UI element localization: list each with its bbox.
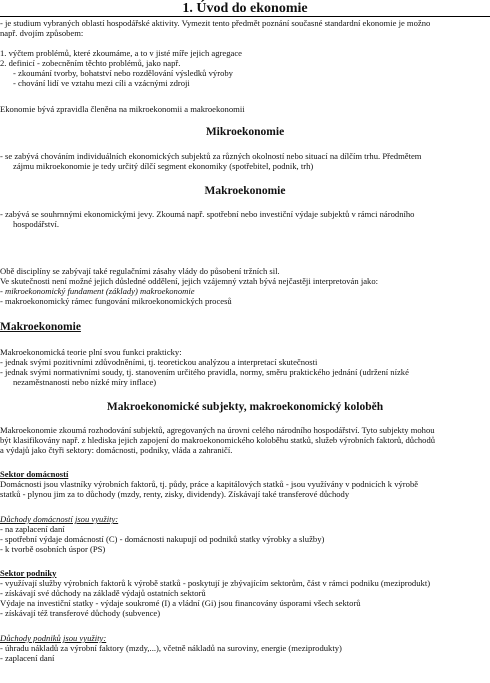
domacnosti-item-3: - k tvorbě osobních úspor (PS) — [0, 544, 106, 554]
podniky-line-4: - získávají též transferové důchody (subvence) — [0, 608, 161, 618]
both-line-1: Obě disciplíny se zabývají také regulačními zásahy vlády do působení tržních sil. — [0, 266, 280, 276]
podniky-line-3: Výdaje na investiční statky - výdaje soukromé (I) a vládní (Gi) jsou financovány úsporami všech sektorů — [0, 598, 361, 608]
page-title: 1. Úvod do ekonomie — [182, 1, 308, 16]
both-line-4: - makroekonomický rámec fungování mikroekonomických procesů — [0, 296, 232, 306]
podniky-item-2: - zaplacení daní — [0, 653, 55, 663]
both-line-3: - mikroekonomický fundament (základy) makroekonomie — [0, 286, 195, 296]
intro-item-1: 1. výčtem problémů, které zkoumáme, a to v jisté míře jejich agregace — [0, 48, 242, 58]
intro-sub-1: - zkoumání tvorby, bohatství nebo rozdělování výsledků výroby — [13, 68, 233, 78]
makro2-line-4: nezaměstnanosti nebo nízké míry inflace) — [13, 377, 157, 387]
heading-makroekonomie: Makroekonomie — [204, 185, 286, 197]
makro2-line-2: - jednak svými pozitivními zdůvodněními, tj. teoretickou analýzou a interpretací skutečnosti — [0, 357, 318, 367]
title-rule — [0, 16, 490, 17]
domacnosti-item-1: - na zaplacení daní — [0, 524, 65, 534]
podniky-line-1: - využívají služby výrobních faktorů k výrobě statků - poskytují je zbývajícím sektorům, část v rámci podniku (meziprodukt) — [0, 578, 431, 588]
subjekty-line-3: a výdajů jako čtyři sektory: domácnosti, podniky, vláda a zahraničí. — [0, 445, 233, 455]
heading-makroekonomie-left: Makroekonomie — [0, 321, 81, 333]
mikro-line-1: - se zabývá chováním individuálních ekonomických subjektů za různých okolností nebo situací na dílčím trhu. Předmětem — [0, 151, 422, 161]
intro-item-2: 2. definicí - zobecněním těchto problémů, jako např. — [0, 58, 181, 68]
heading-mikroekonomie: Mikroekonomie — [205, 126, 285, 138]
intro-split: Ekonomie bývá zpravidla členěna na mikroekonomii a makroekonomii — [0, 104, 245, 114]
makro2-line-1: Makroekonomická teorie plní svou funkci prakticky: — [0, 347, 182, 357]
intro-sub-2: - chování lidí ve vztahu mezi cíli a vzácnými zdroji — [13, 78, 190, 88]
both-line-2: Ve skutečnosti není možné jejich důsledné oddělení, jejich vzájemný vztah bývá nejčastěji interpretován jako: — [0, 276, 378, 286]
heading-subjekty: Makroekonomické subjekty, makroekonomický koloběh — [106, 401, 384, 413]
podniky-item-1: - úhradu nákladů za výrobní faktory (mzdy,...), včetně nákladů na suroviny, energie (meziprodukty) — [0, 643, 342, 653]
heading-sektor-domacnosti: Sektor domácností — [0, 469, 69, 479]
domacnosti-item-2: - spotřební výdaje domácností (C) - domácnosti nakupují od podniků statky výrobky a služby) — [0, 534, 325, 544]
podniky-line-2: - získávají své důchody na základě výdajů ostatních sektorů — [0, 588, 206, 598]
makro-line-2: hospodářství. — [13, 219, 60, 229]
domacnosti-sub: Důchody domácností jsou využity: — [0, 514, 119, 524]
subjekty-line-1: Makroekonomie zkoumá rozhodování subjektů, agregovaných na úrovni celého národního hospodářství. Tyto subjekty mohou — [0, 425, 435, 435]
makro-line-1: - zabývá se souhrnnými ekonomickými jevy. Zkoumá např. spotřební nebo investiční výdaje subjektů v rámci národního — [0, 209, 415, 219]
intro-line-2: např. dvojím způsobem: — [0, 28, 84, 38]
mikro-line-2: zájmu mikroekonomie je tedy určitý dílčí segment ekonomiky (spotřebitel, podnik, trh) — [13, 161, 314, 171]
subjekty-line-2: být klasifikovány např. z hlediska jejich zapojení do makroekonomického koloběhu statků, služeb výrobních faktorů, důchodů — [0, 435, 436, 445]
domacnosti-line-2: statků - plynou jim za to důchody (mzdy, renty, zisky, dividendy). Získávají také transferové důchody — [0, 489, 350, 499]
heading-sektor-podniky: Sektor podniky — [0, 568, 57, 578]
domacnosti-line-1: Domácnosti jsou vlastníky výrobních faktorů, tj. půdy, práce a kapitálových statků - jsou využívány v podnicích k výrobě — [0, 479, 419, 489]
podniky-sub: Důchody podniků jsou využity: — [0, 633, 107, 643]
intro-line-1: - je studium vybraných oblastí hospodářské aktivity. Vymezit tento předmět poznání současné standardní ekonomie je možno — [0, 18, 431, 28]
makro2-line-3: - jednak svými normativními soudy, tj. stanovením určitého pravidla, normy, směru praktického jednání (udržení nízké — [0, 367, 409, 377]
